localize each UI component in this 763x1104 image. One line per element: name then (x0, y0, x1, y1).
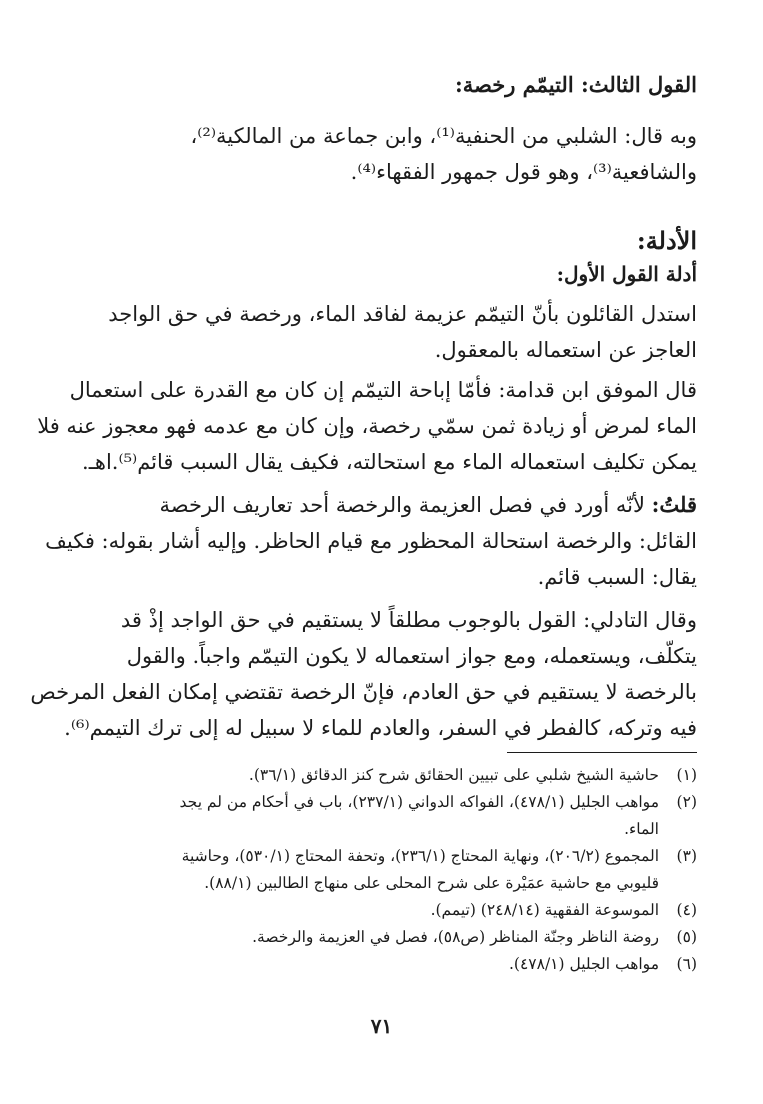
footnote-5 (67, 924, 697, 951)
paragraph-line: يقال: السبب قائم. (537, 565, 697, 589)
first-opinion-evidence-heading-text: أدلة القول الأول: (556, 262, 697, 286)
footnote-number: (٣) (676, 847, 697, 865)
evidence-heading-text: الأدلة: (636, 226, 697, 255)
third-opinion-heading (67, 72, 697, 97)
footnote-2 (67, 789, 697, 843)
footnote-text (67, 897, 659, 924)
footnote-text (67, 924, 659, 951)
footnote-4 (67, 897, 697, 924)
footnote-separator (507, 752, 697, 753)
paragraph-line: والشافعية⁽³⁾، وهو قول جمهور الفقهاء⁽⁴⁾. (350, 160, 697, 184)
paragraph-3-first-line: لأنّه أورد في فصل العزيمة والرخصة أحد تعاريف الرخصة (159, 493, 652, 517)
paragraph-line: وقال التادلي: القول بالوجوب مطلقاً لا يستقيم في حق الواجد إذْ قد (120, 608, 697, 632)
footnote-text (67, 951, 659, 978)
footnote-line: روضة الناظر وجنّة المناظر (ص٥٨)، فصل في العزيمة والرخصة. (252, 928, 659, 946)
paragraph-line: فيه وتركه، كالفطر في السفر، والعادم للماء لا سبيل له إلى ترك التيمم⁽⁶⁾. (64, 716, 697, 740)
paragraph-line: استدل القائلون بأنّ التيمّم عزيمة لفاقد الماء، ورخصة في حق الواجد (108, 302, 697, 326)
footnote-text (67, 762, 659, 789)
footnote-line: الموسوعة الفقهية (٢٤٨/١٤) (تيمم). (430, 901, 659, 919)
paragraph-line: يتكلّف، ويستعمله، ومع جواز استعماله لا يكون التيمّم واجباً. والقول (126, 644, 697, 668)
footnote-line: مواهب الجليل (٤٧٨/١). (508, 955, 659, 973)
paragraph-line: العاجز عن استعماله بالمعقول. (434, 338, 697, 362)
paragraph-line (67, 487, 697, 523)
paragraph-line: قال الموفق ابن قدامة: فأمّا إباحة التيمّم إن كان مع القدرة على استعمال (69, 378, 697, 402)
paragraph-line: بالرخصة لا يستقيم في حق العادم، فإنّ الرخصة تقتضي إمكان الفعل المرخص (30, 680, 697, 704)
first-opinion-evidence-heading (67, 262, 697, 286)
footnote-number: (٢) (676, 793, 697, 811)
footnote-number: (٤) (676, 901, 697, 919)
footnote-text (67, 789, 659, 843)
third-opinion-heading-text: القول الثالث: التيمّم رخصة: (454, 72, 697, 97)
page-number: ٧١ (370, 1014, 393, 1038)
footnote-line: المجموع (٢٠٦/٢)، ونهاية المحتاج (٢٣٦/١)، وتحفة المحتاج (٥٣٠/١)، وحاشية (181, 847, 659, 865)
third-opinion-paragraph (67, 118, 697, 190)
footnote-line: حاشية الشيخ شلبي على تبيين الحقائق شرح كنز الدقائق (٣٦/١). (248, 766, 659, 784)
footnote-text (67, 843, 659, 897)
footnotes (67, 762, 697, 978)
footnote-line: قليوبي مع حاشية عمَيْرة على شرح المحلى على منهاج الطالبين (٨٨/١). (204, 874, 659, 892)
footnote-1 (67, 762, 697, 789)
paragraph-4 (30, 602, 697, 746)
paragraph-line: يمكن تكليف استعماله الماء مع استحالته، فكيف يقال السبب قائم⁽⁵⁾.اهـ. (82, 450, 697, 474)
footnote-line: مواهب الجليل (٤٧٨/١)، الفواكه الدواني (٢٣٧/١)، باب في أحكام من لم يجد (179, 793, 659, 811)
paragraph-3 (45, 487, 697, 595)
paragraph-line: وبه قال: الشلبي من الحنفية⁽¹⁾، وابن جماعة من المالكية⁽²⁾، (190, 124, 697, 148)
paragraph-line: الماء لمرض أو زيادة ثمن سمّي رخصة، وإن كان مع عدمه فهو معجوز عنه فلا (37, 414, 697, 438)
footnote-line: الماء. (624, 820, 659, 838)
paragraph-3-lead: قلتُ: (651, 492, 697, 517)
paragraph-2 (37, 372, 697, 480)
evidence-heading (67, 226, 697, 255)
footnote-number: (٥) (676, 928, 697, 946)
paragraph-1 (67, 296, 697, 368)
footnote-6 (67, 951, 697, 978)
footnote-number: (٦) (676, 955, 697, 973)
footnote-3 (67, 843, 697, 897)
paragraph-line: القائل: والرخصة استحالة المحظور مع قيام الحاظر. وإليه أشار بقوله: فكيف (45, 529, 697, 553)
footnote-number: (١) (676, 766, 697, 784)
